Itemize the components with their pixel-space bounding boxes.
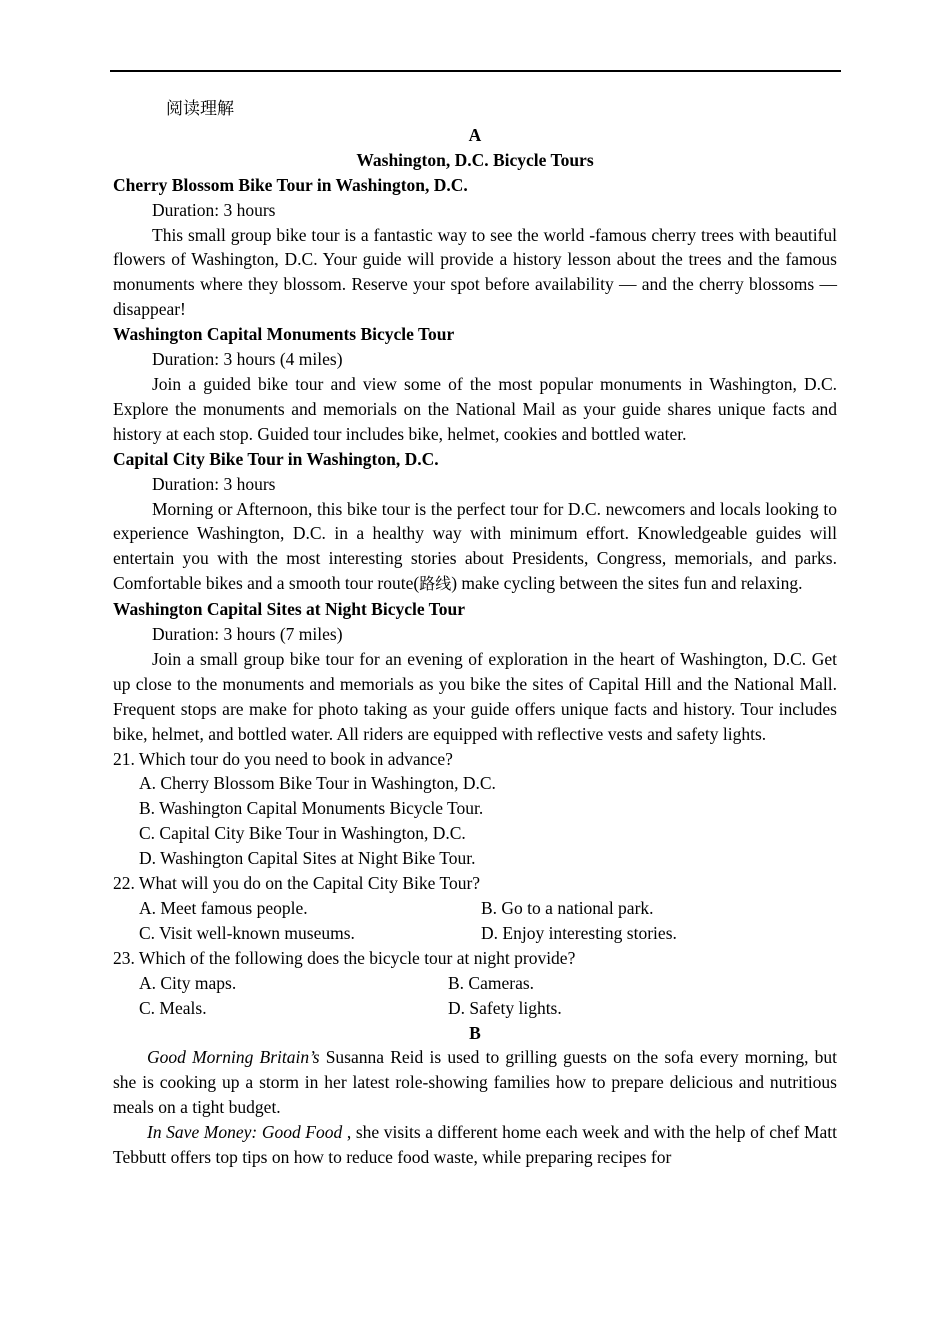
- show-title: In Save Money: Good Food: [147, 1122, 343, 1143]
- answer-option: C. Meals.: [139, 997, 207, 1018]
- show-title: Good Morning Britain’s: [147, 1047, 320, 1068]
- answer-option: B. Go to a national park.: [481, 898, 654, 918]
- section-a-letter: A: [468, 124, 482, 145]
- tour-title: Cherry Blossom Bike Tour in Washington, D.C.: [113, 174, 468, 195]
- tour-text-cn: 路线: [419, 574, 452, 594]
- tour-text-part: ) make cycling between the sites fun and relaxing.: [451, 573, 803, 594]
- tour-title: Capital City Bike Tour in Washington, D.C.: [113, 448, 439, 469]
- answer-option-row: [113, 996, 837, 1021]
- tour-duration: Duration: 3 hours: [152, 199, 276, 220]
- tour-text-part: Morning or Afternoon, this bike tour is the perfect tour for D.C. newcomers and locals looking to experience Washington, D.C. in a healthy way with minimum effort. Knowledgeable guides will entertain you with the most interesting stories about Presidents, Congress, memorials, and parks. Comfortable bikes and a smooth tour route(: [113, 498, 837, 594]
- tour-duration: Duration: 3 hours (7 miles): [152, 624, 343, 645]
- section-a-title: Washington, D.C. Bicycle Tours: [356, 149, 594, 170]
- tour-duration: Duration: 3 hours (4 miles): [152, 349, 343, 370]
- tour-title: Washington Capital Sites at Night Bicycle Tour: [113, 599, 465, 620]
- answer-option-row: [113, 896, 837, 921]
- tour-duration: Duration: 3 hours: [152, 473, 276, 494]
- question-stem: 23. Which of the following does the bicycle tour at night provide?: [113, 947, 576, 968]
- answer-option: B. Cameras.: [448, 972, 535, 993]
- answer-option: D. Enjoy interesting stories.: [481, 922, 677, 943]
- tour-description: Join a small group bike tour for an evening of exploration in the heart of Washington, D.C. Get up close to the monuments and memorials as you bike the sites of Capital Hill and the National Mall. Frequent stops are make for photo taking as your guide offers unique facts and history. Tour includes bike, helmet, and bottled water. All riders are equipped with reflective vests and safety lights.: [113, 648, 837, 744]
- header-rule: [110, 70, 841, 72]
- answer-option: C. Capital City Bike Tour in Washington, D.C.: [139, 823, 466, 844]
- answer-option: A. Cherry Blossom Bike Tour in Washington, D.C.: [139, 773, 496, 794]
- question-stem: 21. Which tour do you need to book in advance?: [113, 748, 453, 769]
- question-stem: 22. What will you do on the Capital City Bike Tour?: [113, 873, 481, 894]
- section-heading: 阅读理解: [166, 99, 234, 119]
- answer-option: D. Safety lights.: [448, 997, 562, 1018]
- answer-option: C. Visit well-known museums.: [139, 922, 355, 943]
- document-page: [113, 97, 837, 1170]
- answer-option-row: [113, 921, 837, 946]
- passage-paragraph: [113, 1120, 837, 1170]
- paragraph-text: , she visits a different home each week and with the help of chef Matt Tebbutt offers top tips on how to reduce food waste, while preparing recipes for: [113, 1122, 837, 1168]
- answer-option: D. Washington Capital Sites at Night Bike Tour.: [139, 848, 476, 869]
- section-b-letter: B: [469, 1022, 481, 1043]
- tour-title: Washington Capital Monuments Bicycle Tour: [113, 324, 455, 345]
- tour-description: This small group bike tour is a fantastic way to see the world -famous cherry trees with beautiful flowers of Washington, D.C. Your guide will provide a history lesson about the trees and the famous monuments where they blossom. Reserve your spot before availability — and the cherry blossoms — disappear!: [113, 224, 837, 320]
- paragraph-text: Susanna Reid is used to grilling guests on the sofa every morning, but she is cooking up a storm in her latest role-showing families how to prepare delicious and nutritious meals on a tight budget.: [113, 1047, 837, 1118]
- answer-option: A. City maps.: [139, 972, 237, 993]
- answer-option: B. Washington Capital Monuments Bicycle Tour.: [139, 798, 484, 819]
- answer-option: A. Meet famous people.: [139, 898, 308, 918]
- tour-description: [113, 497, 837, 598]
- passage-paragraph: [113, 1045, 837, 1120]
- answer-option-row: [113, 971, 837, 996]
- tour-description: Join a guided bike tour and view some of the most popular monuments in Washington, D.C. Explore the monuments and memorials on the National Mail as your guide shares unique facts and history at each stop. Guided tour includes bike, helmet, cookies and bottled water.: [113, 373, 837, 444]
